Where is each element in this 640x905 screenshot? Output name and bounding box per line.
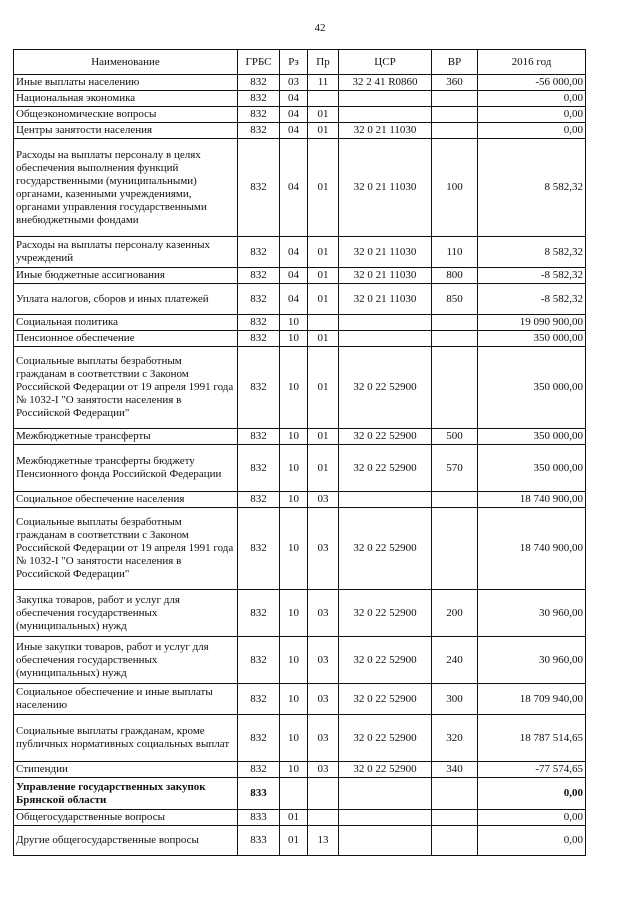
cell-name: Социальные выплаты гражданам, кроме публичных нормативных социальных выплат [14,715,238,762]
cell-amount: 0,00 [478,826,586,856]
cell-csr [339,315,432,331]
table-row [14,492,586,508]
cell-amount: 0,00 [478,91,586,107]
cell-pr [308,315,339,331]
cell-amount: -77 574,65 [478,762,586,778]
cell-grbs: 832 [238,315,280,331]
cell-vr: 100 [432,139,478,237]
cell-name: Иные бюджетные ассигнования [14,268,238,284]
cell-grbs: 832 [238,429,280,445]
cell-amount: -8 582,32 [478,284,586,315]
table-row [14,508,586,590]
cell-vr: 500 [432,429,478,445]
cell-amount: 350 000,00 [478,331,586,347]
cell-pr: 03 [308,684,339,715]
cell-rz: 10 [280,347,308,429]
table-row [14,715,586,762]
table-row [14,347,586,429]
cell-grbs: 832 [238,331,280,347]
cell-pr: 03 [308,590,339,637]
cell-vr [432,826,478,856]
table-row [14,445,586,492]
cell-csr: 32 0 22 52900 [339,590,432,637]
cell-csr: 32 0 22 52900 [339,715,432,762]
cell-rz: 10 [280,429,308,445]
cell-name: Управление государственных закупок Брянской области [14,778,238,810]
table-row [14,91,586,107]
table-row [14,331,586,347]
cell-name: Социальные выплаты безработным гражданам в соответствии с Законом Российской Федерации от 19 апреля 1991 года № 1032-I "О занятости населения в Российской Федерации" [14,508,238,590]
cell-amount: -8 582,32 [478,268,586,284]
cell-rz: 04 [280,284,308,315]
cell-grbs: 833 [238,826,280,856]
cell-name: Закупка товаров, работ и услуг для обеспечения государственных (муниципальных) нужд [14,590,238,637]
cell-csr [339,107,432,123]
cell-vr: 850 [432,284,478,315]
cell-vr: 200 [432,590,478,637]
cell-rz: 10 [280,590,308,637]
cell-vr [432,778,478,810]
cell-amount: 18 740 900,00 [478,492,586,508]
cell-vr [432,508,478,590]
table-row [14,590,586,637]
table-row [14,810,586,826]
table-row [14,139,586,237]
table-row [14,75,586,91]
table-row [14,268,586,284]
cell-grbs: 832 [238,445,280,492]
cell-grbs: 832 [238,492,280,508]
cell-pr: 01 [308,139,339,237]
cell-grbs: 832 [238,123,280,139]
cell-name: Иные закупки товаров, работ и услуг для обеспечения государственных (муниципальных) нужд [14,637,238,684]
table-row [14,315,586,331]
cell-csr [339,331,432,347]
table-row [14,429,586,445]
table-header-row [14,50,586,75]
cell-csr: 32 0 21 11030 [339,123,432,139]
cell-vr [432,315,478,331]
cell-grbs: 832 [238,590,280,637]
cell-pr: 01 [308,445,339,492]
column-header-rz: Рз [280,50,308,75]
cell-amount: 30 960,00 [478,590,586,637]
cell-name: Национальная экономика [14,91,238,107]
table-body [14,75,586,856]
cell-name: Межбюджетные трансферты бюджету Пенсионного фонда Российской Федерации [14,445,238,492]
cell-vr [432,492,478,508]
cell-pr: 01 [308,268,339,284]
cell-csr: 32 0 22 52900 [339,684,432,715]
cell-pr: 03 [308,762,339,778]
cell-pr: 01 [308,347,339,429]
cell-amount: 18 709 940,00 [478,684,586,715]
cell-rz: 10 [280,331,308,347]
table-row [14,778,586,810]
cell-csr: 32 0 22 52900 [339,637,432,684]
cell-csr: 32 0 21 11030 [339,268,432,284]
cell-name: Социальная политика [14,315,238,331]
cell-pr: 11 [308,75,339,91]
cell-vr [432,810,478,826]
cell-vr: 320 [432,715,478,762]
cell-grbs: 832 [238,684,280,715]
cell-vr: 110 [432,237,478,268]
column-header-pr: Пр [308,50,339,75]
cell-rz: 04 [280,107,308,123]
cell-grbs: 832 [238,139,280,237]
cell-rz: 04 [280,139,308,237]
cell-name: Другие общегосударственные вопросы [14,826,238,856]
cell-grbs: 832 [238,237,280,268]
column-header-name: Наименование [14,50,238,75]
table-row [14,123,586,139]
cell-pr: 01 [308,429,339,445]
cell-vr: 300 [432,684,478,715]
column-header-grbs: ГРБС [238,50,280,75]
cell-vr: 340 [432,762,478,778]
cell-grbs: 832 [238,91,280,107]
cell-csr [339,778,432,810]
cell-name: Пенсионное обеспечение [14,331,238,347]
cell-grbs: 833 [238,810,280,826]
cell-rz: 10 [280,715,308,762]
cell-amount: 350 000,00 [478,445,586,492]
cell-rz: 04 [280,237,308,268]
cell-pr: 03 [308,715,339,762]
cell-csr [339,810,432,826]
cell-amount: 350 000,00 [478,429,586,445]
cell-name: Социальное обеспечение и иные выплаты населению [14,684,238,715]
cell-csr: 32 0 22 52900 [339,347,432,429]
cell-grbs: 832 [238,268,280,284]
cell-vr: 570 [432,445,478,492]
cell-csr: 32 0 21 11030 [339,284,432,315]
cell-grbs: 833 [238,778,280,810]
cell-pr: 01 [308,237,339,268]
cell-pr: 03 [308,637,339,684]
table-row [14,284,586,315]
table-row [14,237,586,268]
cell-amount: 0,00 [478,778,586,810]
cell-amount: 19 090 900,00 [478,315,586,331]
cell-name: Стипендии [14,762,238,778]
cell-csr: 32 0 21 11030 [339,139,432,237]
cell-rz: 10 [280,684,308,715]
table-row [14,762,586,778]
cell-vr: 800 [432,268,478,284]
cell-csr [339,492,432,508]
cell-rz [280,778,308,810]
table-row [14,107,586,123]
cell-name: Социальное обеспечение населения [14,492,238,508]
cell-pr: 13 [308,826,339,856]
cell-amount: 350 000,00 [478,347,586,429]
cell-csr: 32 0 21 11030 [339,237,432,268]
cell-grbs: 832 [238,637,280,684]
cell-name: Межбюджетные трансферты [14,429,238,445]
budget-table [13,49,586,856]
cell-amount: 0,00 [478,123,586,139]
cell-pr: 01 [308,331,339,347]
cell-amount: 8 582,32 [478,237,586,268]
cell-grbs: 832 [238,508,280,590]
cell-name: Центры занятости населения [14,123,238,139]
cell-amount: 18 787 514,65 [478,715,586,762]
cell-rz: 10 [280,508,308,590]
cell-name: Социальные выплаты безработным гражданам в соответствии с Законом Российской Федерации от 19 апреля 1991 года № 1032-I "О занятости населения в Российской Федерации" [14,347,238,429]
cell-rz: 10 [280,492,308,508]
cell-name: Уплата налогов, сборов и иных платежей [14,284,238,315]
cell-name: Расходы на выплаты персоналу в целях обеспечения выполнения функций государственными (муниципальными) органами, казенными учреждениями, органами управления государственными внебюджетными фондами [14,139,238,237]
cell-amount: 8 582,32 [478,139,586,237]
cell-name: Расходы на выплаты персоналу казенных учреждений [14,237,238,268]
cell-pr: 01 [308,123,339,139]
cell-vr [432,91,478,107]
cell-rz: 04 [280,91,308,107]
cell-csr: 32 2 41 R0860 [339,75,432,91]
cell-vr: 360 [432,75,478,91]
cell-amount: 0,00 [478,107,586,123]
cell-csr [339,91,432,107]
cell-grbs: 832 [238,715,280,762]
cell-pr: 03 [308,492,339,508]
cell-csr: 32 0 22 52900 [339,508,432,590]
cell-amount: 18 740 900,00 [478,508,586,590]
cell-amount: 30 960,00 [478,637,586,684]
column-header-year: 2016 год [478,50,586,75]
cell-rz: 04 [280,123,308,139]
cell-vr [432,347,478,429]
cell-rz: 10 [280,762,308,778]
cell-grbs: 832 [238,75,280,91]
page-number: 42 [314,22,326,34]
cell-amount: -56 000,00 [478,75,586,91]
cell-csr: 32 0 22 52900 [339,445,432,492]
cell-name: Общеэкономические вопросы [14,107,238,123]
cell-csr: 32 0 22 52900 [339,762,432,778]
table-row [14,637,586,684]
column-header-csr: ЦСР [339,50,432,75]
cell-grbs: 832 [238,107,280,123]
cell-rz: 10 [280,315,308,331]
cell-rz: 01 [280,826,308,856]
cell-name: Иные выплаты населению [14,75,238,91]
cell-csr: 32 0 22 52900 [339,429,432,445]
table-row [14,684,586,715]
cell-pr [308,810,339,826]
cell-rz: 04 [280,268,308,284]
cell-pr [308,778,339,810]
cell-grbs: 832 [238,762,280,778]
cell-vr [432,107,478,123]
column-header-vr: ВР [432,50,478,75]
cell-pr: 01 [308,107,339,123]
cell-vr [432,331,478,347]
cell-name: Общегосударственные вопросы [14,810,238,826]
cell-amount: 0,00 [478,810,586,826]
cell-pr: 03 [308,508,339,590]
cell-vr: 240 [432,637,478,684]
cell-rz: 10 [280,637,308,684]
cell-pr [308,91,339,107]
cell-rz: 01 [280,810,308,826]
cell-vr [432,123,478,139]
cell-grbs: 832 [238,347,280,429]
table-row [14,826,586,856]
cell-csr [339,826,432,856]
cell-grbs: 832 [238,284,280,315]
cell-rz: 03 [280,75,308,91]
cell-rz: 10 [280,445,308,492]
cell-pr: 01 [308,284,339,315]
